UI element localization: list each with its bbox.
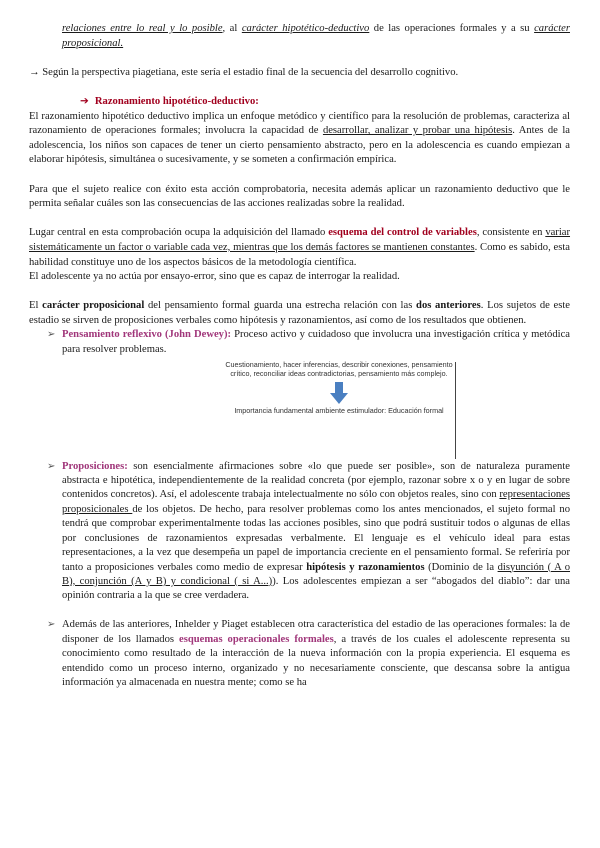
paragraph-2: Para que el sujeto realice con éxito esta acción comprobatoria, necesita además aplicar un razonamiento deductivo que le permita señalar cuáles son las consecuencias de las acciones realizadas sobre la realidad. (29, 183, 570, 210)
bullet3-b: esquemas operacionales formales (179, 633, 334, 645)
p5-c: del pensamiento formal guarda una estrecha relación con las (144, 300, 417, 312)
figure-bottom-text: Importancia fundamental ambiente estimulador: Educación formal (234, 406, 444, 416)
bullet2-title: Proposiciones: (62, 460, 128, 472)
p3-d: variar sistemáticamente un factor o variable cada vez, mientras que los demás factores se mantienen constantes (29, 227, 571, 253)
p5-a: El (29, 300, 43, 312)
intro-span-c: carácter hipotético-deductivo (241, 23, 370, 34)
paragraph-5 (29, 299, 570, 328)
p3-b: esquema del control de variables (328, 227, 477, 239)
heading-arrow-icon: ➔ (80, 95, 89, 107)
bullet2-d: hipótesis y razonamientos (306, 561, 425, 573)
figure-divider-line (455, 362, 456, 459)
intro-span-d: de las operaciones formales y a su (369, 23, 530, 34)
document-page (29, 22, 570, 690)
paragraph-4: El adolescente ya no actúa por ensayo-error, sino que es capaz de interrogar la realidad. (29, 271, 400, 283)
bullet-marker-icon: ➢ (47, 329, 56, 341)
paragraph-1 (29, 110, 570, 168)
bullet1-title: Pensamiento reflexivo (John Dewey): (62, 329, 232, 341)
p5-d: dos anteriores (416, 300, 481, 312)
bullet-proposiciones (29, 460, 570, 604)
concept-figure (29, 358, 570, 460)
p5-b: carácter proposicional (42, 300, 145, 312)
p1-a: El razonamiento hipotético deductivo implica un enfoque metódico y científico para la resolución de problemas, caracteriza al razonamiento de operaciones formales; involucra la capacidad de (29, 110, 570, 137)
bullet3-a: Además de las anteriores, Inhelder y Piaget establecen otra característica del estadio de las operaciones formales: la de disponer de los llamados (62, 619, 570, 645)
bullet2-b: representaciones proposicionales (62, 489, 570, 515)
bullet-marker-icon: ➢ (47, 460, 56, 472)
bullet1-text: Proceso activo y cuidadoso que involucra una investigación crítica y metódica para resolver problemas. (62, 329, 570, 356)
section-heading (29, 95, 570, 110)
bullet3-c: , a través de los cuales el adolescente representa su conocimiento como resultado de la interacción de la nueva información con la propia experiencia. El esquema es entendido como un proceso interno, organizado y no necesariamente consciente, que descansa sobre la antigua información ya almacenada en nuestra mente; como se ha (62, 633, 571, 688)
figure-top-text: Cuestionamiento, hacer inferencias, describir conexiones, pensamiento crítico, reconciliar ideas contradictorias, pensamiento más complejo. (225, 359, 453, 378)
arrow-note: → Según la perspectiva piagetiana, este sería el estadio final de la secuencia del desarrollo cognitivo. (29, 66, 459, 78)
intro-span-e: carácter proposicional. (62, 23, 570, 49)
intro-span-a: relaciones entre lo real y lo posible (62, 23, 223, 34)
p3-a: Lugar central en esta comprobación ocupa la adquisición del llamado (29, 227, 329, 239)
bullet2-c: de los objetos. De hecho, para resolver problemas como los antes mencionados, el sujeto formal no tendrá que comprobar experimentalmente todas las acciones posibles, sino que podrá sustituir todos o algunas de ellas por conclusiones de razonamientos expresadas verbalmente. El lenguaje es el vehículo ideal para estas representaciones, a la vez que desempeña un papel de importancia creciente en el pensamiento formal. Se referiría por tanto a proposiciones verbales como medio de expresar (62, 503, 570, 573)
bullet-esquemas (29, 618, 570, 690)
p3-e: . Como es sabido, esta habilidad constituye uno de los aspectos básicos de la metodología científica. (29, 241, 570, 268)
bullet-marker-icon: ➢ (47, 619, 56, 631)
down-arrow-icon (330, 382, 348, 404)
p1-b: desarrollar, analizar y probar una hipótesis (322, 125, 513, 137)
intro-span-b: , al (222, 23, 242, 34)
bullet2-f: disyunción ( A o B), conjunción (A y B) y condicional ( si A...) (62, 561, 571, 587)
heading-text: Razonamiento hipotético-deductivo: (94, 95, 259, 107)
p1-c: . Antes de la adolescencia, los niños son capaces de tener un cierto pensamiento abstracto, pero en la adolescencia es cuando empiezan a elaborar hipótesis, simultánea o sucesivamente, y se someten a confirmación empírica. (29, 125, 570, 166)
paragraph-3 (29, 226, 570, 270)
bullet2-a: son esencialmente afirmaciones sobre «lo que puede ser posible», son de naturaleza puramente abstracta e hipotética, independientemente de la realidad concreta (por ejemplo, razonar sobre x o y en lugar de sobre contenidos concretos). Así, el adolescente trabaja intelectualmente no sólo con objetos reales, sino con (62, 460, 570, 501)
p5-e: . Los sujetos de este estadio se sirven de proposiciones verbales como hipótesis y razonamientos, así como de los resultados que obtienen. (29, 300, 571, 326)
bullet-pensamiento-reflexivo (29, 328, 570, 357)
figure-content (225, 360, 453, 416)
intro-line (29, 22, 570, 51)
bullet2-e: (Dominio de la (424, 561, 498, 573)
p3-c: , consistente en (476, 227, 546, 239)
bullet2-g: ). Los adolescentes empiezan a ser “abogados del diablo”: dar una opinión contraria a la que se cree verdadera. (62, 575, 571, 602)
